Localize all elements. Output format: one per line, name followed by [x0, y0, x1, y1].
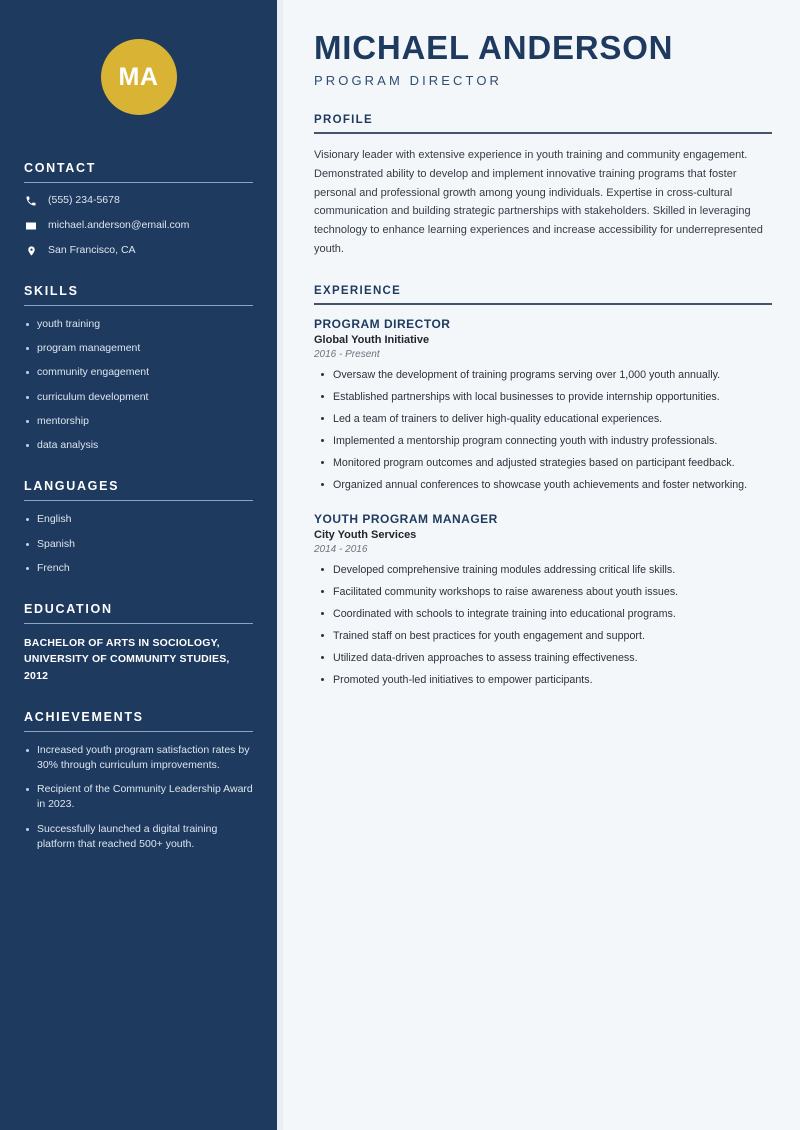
- contact-phone-value: (555) 234-5678: [48, 194, 120, 207]
- profile-text: Visionary leader with extensive experience in youth training and community engagement. Demonstrated ability to develop and implement innovative training programs that foster personal and professional growth among young individuals. Expertise in cross-cultural communication and building strategic partnerships with stakeholders. Skilled in leveraging technology to enhance learning experiences and increase accessibility for underrepresented youth.: [314, 148, 763, 256]
- profile-section-title: PROFILE: [314, 114, 373, 127]
- education-entry: BACHELOR OF ARTS IN SOCIOLOGY, UNIVERSITY OF COMMUNITY STUDIES, 2012: [24, 636, 230, 682]
- languages-section: [24, 479, 253, 576]
- contact-location-value: San Francisco, CA: [48, 244, 136, 257]
- job-company: Global Youth Initiative: [314, 333, 430, 346]
- list-item: Established partnerships with local businesses to provide internship opportunities.: [314, 389, 772, 405]
- list-item: Successfully launched a digital training platform that reached 500+ youth.: [24, 822, 253, 852]
- list-item: English: [24, 512, 253, 527]
- section-divider: [24, 623, 253, 624]
- achievements-section-title: ACHIEVEMENTS: [24, 709, 144, 724]
- section-divider: [314, 132, 772, 133]
- sidebar: [0, 0, 277, 1130]
- list-item: Oversaw the development of training programs serving over 1,000 youth annually.: [314, 367, 772, 383]
- achievements-section: [24, 710, 253, 852]
- experience-section-title: EXPERIENCE: [314, 285, 402, 298]
- experience-section: [314, 285, 772, 688]
- list-item: French: [24, 561, 253, 576]
- location-pin-icon: [24, 244, 38, 258]
- contact-section: [24, 161, 253, 258]
- section-divider: [24, 500, 253, 501]
- skills-section: [24, 284, 253, 453]
- education-section: [24, 602, 253, 684]
- skills-list: [24, 317, 253, 453]
- job-title: YOUTH PROGRAM MANAGER: [314, 511, 498, 526]
- list-item: community engagement: [24, 365, 253, 380]
- section-divider: [24, 182, 253, 183]
- list-item: curriculum development: [24, 390, 253, 405]
- list-item: Increased youth program satisfaction rates by 30% through curriculum improvements.: [24, 743, 253, 773]
- job-dates: 2016 - Present: [314, 348, 380, 360]
- avatar: [101, 39, 177, 115]
- avatar-container: [24, 0, 253, 115]
- list-item: Trained staff on best practices for youth engagement and support.: [314, 628, 772, 644]
- section-divider: [24, 731, 253, 732]
- experience-entry: [314, 512, 772, 688]
- list-item: Promoted youth-led initiatives to empower participants.: [314, 672, 772, 688]
- list-item: data analysis: [24, 438, 253, 453]
- list-item: mentorship: [24, 414, 253, 429]
- list-item: Facilitated community workshops to raise awareness about youth issues.: [314, 584, 772, 600]
- list-item: Implemented a mentorship program connecting youth with industry professionals.: [314, 433, 772, 449]
- languages-list: [24, 512, 253, 576]
- list-item: Led a team of trainers to deliver high-quality educational experiences.: [314, 411, 772, 427]
- job-bullet-list: [314, 367, 772, 493]
- contact-section-title: CONTACT: [24, 161, 97, 175]
- languages-section-title: LANGUAGES: [24, 479, 120, 494]
- section-divider: [314, 303, 772, 304]
- list-item: program management: [24, 341, 253, 356]
- contact-item-location[interactable]: [24, 244, 253, 258]
- contact-item-email[interactable]: [24, 219, 253, 233]
- job-company: City Youth Services: [314, 528, 417, 541]
- job-dates: 2014 - 2016: [314, 543, 368, 555]
- list-item: Coordinated with schools to integrate training into educational programs.: [314, 606, 772, 622]
- job-role-subtitle: PROGRAM DIRECTOR: [314, 73, 503, 89]
- avatar-initials: MA: [118, 62, 159, 91]
- achievements-list: [24, 743, 253, 852]
- email-icon: [24, 219, 38, 233]
- main-content: [283, 0, 800, 1130]
- education-section-title: EDUCATION: [24, 601, 113, 616]
- phone-icon: [24, 194, 38, 208]
- list-item: youth training: [24, 317, 253, 332]
- list-item: Monitored program outcomes and adjusted strategies based on participant feedback.: [314, 455, 772, 471]
- list-item: Spanish: [24, 537, 253, 552]
- contact-email-value: michael.anderson@email.com: [48, 219, 190, 232]
- list-item: Organized annual conferences to showcase youth achievements and foster networking.: [314, 477, 772, 493]
- job-title: PROGRAM DIRECTOR: [314, 316, 451, 331]
- page-title: MICHAEL ANDERSON: [314, 29, 674, 66]
- contact-item-phone[interactable]: [24, 194, 253, 208]
- list-item: Recipient of the Community Leadership Award in 2023.: [24, 782, 253, 812]
- experience-entry: [314, 317, 772, 493]
- profile-section: [314, 114, 772, 259]
- section-divider: [24, 305, 253, 306]
- skills-section-title: SKILLS: [24, 284, 79, 298]
- list-item: Developed comprehensive training modules addressing critical life skills.: [314, 562, 772, 578]
- list-item: Utilized data-driven approaches to assess training effectiveness.: [314, 650, 772, 666]
- job-bullet-list: [314, 562, 772, 688]
